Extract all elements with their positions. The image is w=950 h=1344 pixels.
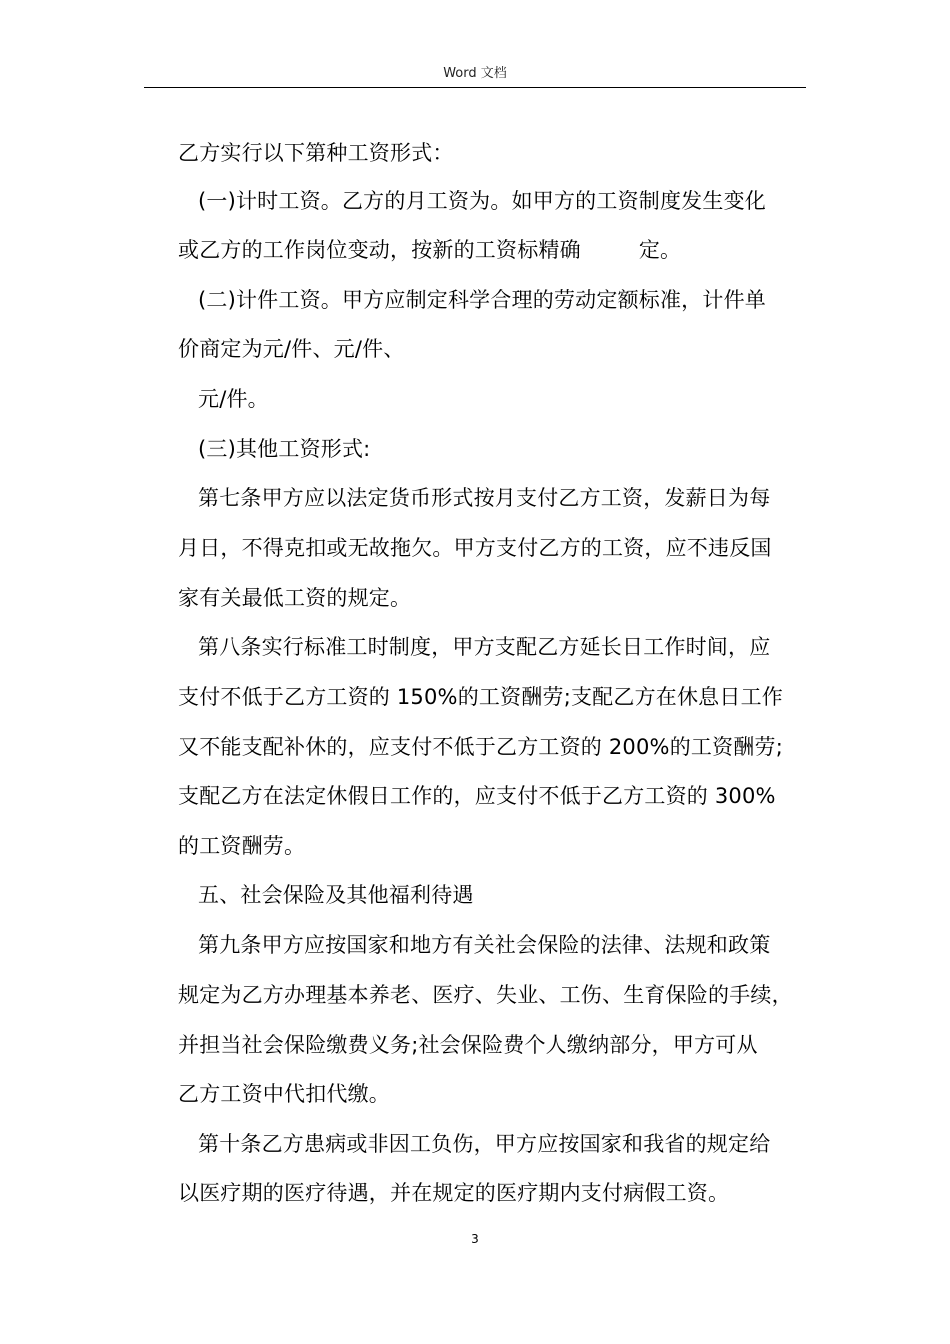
paragraph-line: 元/件。: [198, 387, 269, 411]
header-divider: [144, 87, 806, 88]
paragraph-line: 支付不低于乙方工资的 150%的工资酬劳;支配乙方在休息日工作: [178, 685, 783, 709]
section-heading: 五、社会保险及其他福利待遇: [198, 883, 474, 907]
paragraph-line: 以医疗期的医疗待遇，并在规定的医疗期内支付病假工资。: [178, 1181, 730, 1205]
paragraph-line: 第十条乙方患病或非因工负伤，甲方应按国家和我省的规定给: [198, 1132, 771, 1156]
paragraph-line: 月日，不得克扣或无故拖欠。甲方支付乙方的工资，应不违反国: [178, 536, 772, 560]
page-header-title: Word 文档: [443, 66, 507, 81]
page-number: 3: [471, 1232, 479, 1246]
paragraph-line: 家有关最低工资的规定。: [178, 586, 412, 610]
paragraph-line: (三)其他工资形式:: [198, 437, 371, 461]
paragraph-line: 第八条实行标准工时制度，甲方支配乙方延长日工作时间，应: [198, 635, 771, 659]
paragraph-line: 并担当社会保险缴费义务;社会保险费个人缴纳部分，甲方可从: [178, 1033, 758, 1057]
paragraph-line: (二)计件工资。甲方应制定科学合理的劳动定额标准，计件单: [198, 288, 766, 312]
paragraph-line: 又不能支配补休的，应支付不低于乙方工资的 200%的工资酬劳;: [178, 735, 783, 759]
paragraph-line: 支配乙方在法定休假日工作的，应支付不低于乙方工资的 300%: [178, 784, 776, 808]
paragraph-line: 乙方实行以下第种工资形式：: [178, 141, 454, 165]
paragraph-line: (一)计时工资。乙方的月工资为。如甲方的工资制度发生变化: [198, 189, 766, 213]
paragraph-line: 乙方工资中代扣代缴。: [178, 1082, 390, 1106]
paragraph-line: 第九条甲方应按国家和地方有关社会保险的法律、法规和政策: [198, 933, 771, 957]
paragraph-line: 价商定为元/件、元/件、: [178, 337, 405, 361]
paragraph-line: 规定为乙方办理基本养老、医疗、失业、工伤、生育保险的手续，: [178, 983, 793, 1007]
paragraph-line: 的工资酬劳。: [178, 834, 306, 858]
paragraph-line: 或乙方的工作岗位变动，按新的工资标精确 定。: [178, 238, 682, 262]
paragraph-line: 第七条甲方应以法定货币形式按月支付乙方工资，发薪日为每: [198, 486, 771, 510]
